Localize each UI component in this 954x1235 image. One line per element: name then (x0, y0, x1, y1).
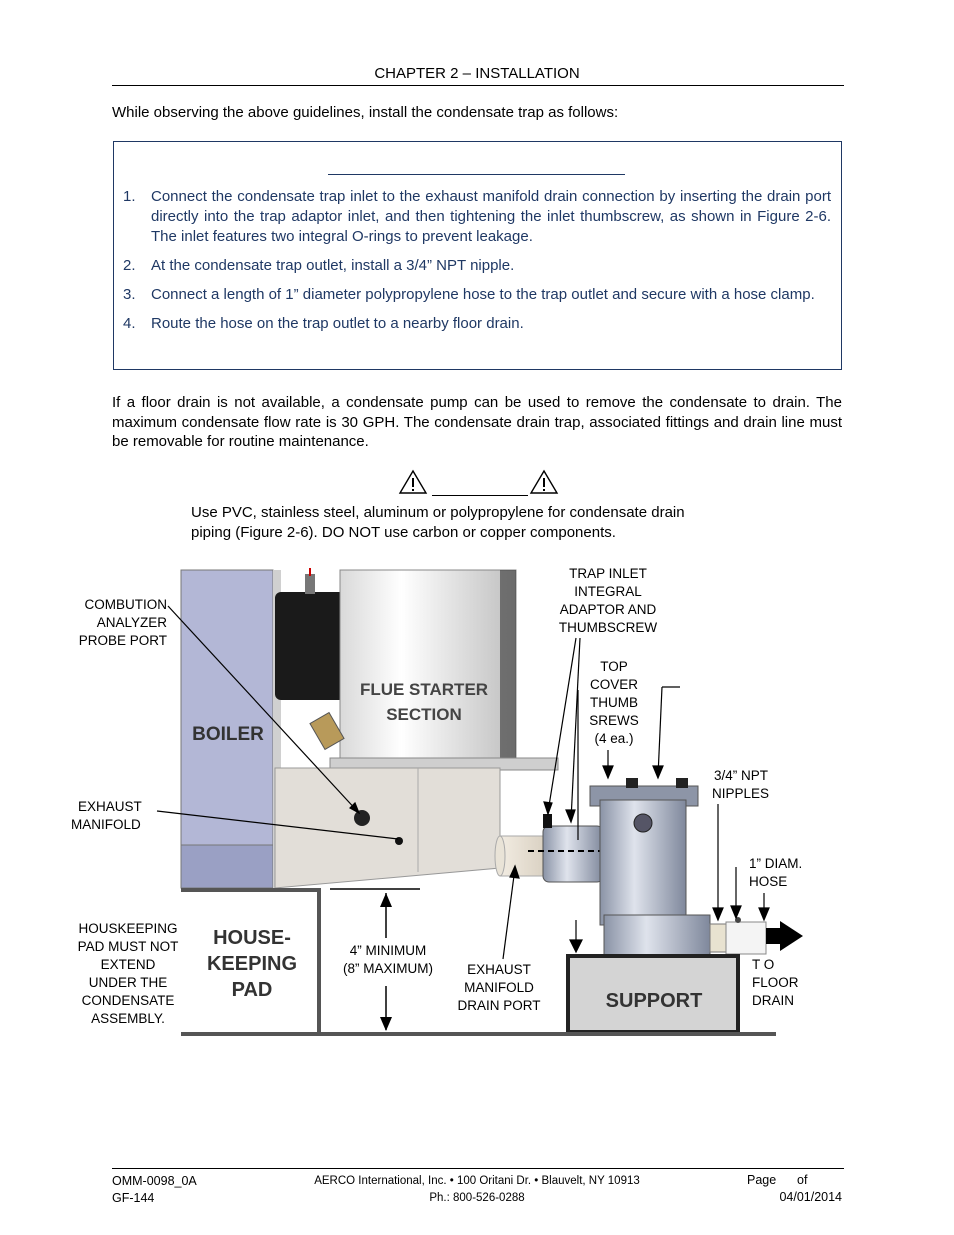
step-text: Route the hose on the trap outlet to a nearby floor drain. (151, 315, 524, 332)
label-line: (8” MAXIMUM) (343, 961, 433, 976)
step-4 (123, 314, 831, 334)
footer-phone: Ph.: 800-526-0288 (429, 1192, 525, 1204)
footer-doc-id: OMM-0098_0A (112, 1174, 197, 1188)
drain-port (500, 836, 548, 876)
step-1 (123, 187, 831, 247)
caution-line-1: Use PVC, stainless steel, aluminum or polypropylene for condensate drain (191, 504, 685, 521)
label-line: NIPPLES (712, 786, 770, 801)
label-drain-port (444, 961, 554, 1015)
label-line: ANALYZER (96, 615, 167, 630)
flue-label-2: SECTION (386, 705, 462, 724)
label-line: FLOOR (752, 975, 799, 990)
flue-starter-cylinder (340, 570, 516, 770)
chapter-header: CHAPTER 2 – INSTALLATION (374, 65, 580, 82)
label-line: EXHAUST (467, 962, 531, 977)
label-line: TOP (600, 659, 628, 674)
label-line: ADAPTOR AND (559, 602, 657, 617)
footer-date: 04/01/2014 (779, 1190, 842, 1204)
label-exhaust-manifold (60, 798, 170, 834)
footer-form-id: GF-144 (112, 1191, 155, 1205)
step-number: 3. (123, 286, 136, 303)
pad-label-1: HOUSE- (213, 927, 291, 949)
gas-valve (310, 713, 344, 750)
label-line: 1” DIAM. (749, 856, 803, 871)
flow-arrow-icon (766, 921, 803, 951)
label-combustion-probe (40, 596, 167, 650)
motor-fitting (305, 574, 315, 594)
step-2 (123, 256, 831, 276)
intro-text: While observing the above guidelines, install the condensate trap as follows: (112, 104, 619, 121)
label-line: HOSE (749, 874, 788, 889)
trap-base (604, 915, 710, 955)
step-text: Connect a length of 1” diameter polypropylene hose to the trap outlet and secure with a hose clamp. (151, 286, 815, 303)
label-line: THUMB (590, 695, 638, 710)
step-3 (123, 285, 831, 305)
step-number: 1. (123, 188, 136, 205)
label-line: (4 ea.) (594, 731, 634, 746)
label-line: TRAP INLET (569, 566, 647, 581)
flue-label-1: FLUE STARTER (359, 680, 489, 699)
label-line: PROBE PORT (78, 633, 167, 648)
step-text: At the condensate trap outlet, install a 3/4” NPT nipple. (151, 257, 515, 274)
caution-line-2: piping (Figure 2-6). DO NOT use carbon or copper components. (191, 524, 616, 541)
label-line: UNDER THE (88, 975, 168, 990)
label-line: 4” MINIMUM (349, 943, 427, 958)
warning-icon (529, 469, 559, 495)
instruction-steps (123, 187, 831, 343)
footer-page: Page of (747, 1173, 808, 1187)
footer-company-line: AERCO International, Inc. • 100 Oritani Dr. • Blauvelt, NY 10913 (314, 1175, 640, 1187)
step-number: 4. (123, 315, 136, 332)
label-line: CONDENSATE (81, 993, 175, 1008)
label-hose (749, 855, 829, 891)
step-text: Connect the condensate trap inlet to the exhaust manifold drain connection by inserting the drain port directly into the trap adaptor inlet, and then tightening the inlet thumbscrew, as shown in Figure 2-6. The inlet features two integral O-rings to prevent leakage. (151, 188, 831, 245)
label-line: DRAIN PORT (457, 998, 541, 1013)
footer-company (250, 1173, 704, 1207)
drain-hose (726, 922, 766, 954)
pad-label-3: PAD (231, 979, 273, 1001)
label-line: INTEGRAL (574, 584, 642, 599)
warning-icon (398, 469, 428, 495)
header-rule (112, 85, 844, 86)
label-line: EXHAUST (78, 799, 142, 814)
label-line: HOUSKEEPING (78, 921, 178, 936)
label-line: COVER (589, 677, 638, 692)
label-line: THUMBSCREW (558, 620, 658, 635)
trap-inlet-adaptor (543, 826, 603, 882)
footer-doc-ids (112, 1173, 197, 1207)
condensate-trap-diagram (0, 560, 954, 1050)
support-label: SUPPORT (605, 990, 703, 1012)
label-floor-drain (752, 956, 832, 1010)
probe-port (354, 810, 370, 826)
label-line: SREWS (589, 713, 639, 728)
label-line: PAD MUST NOT (77, 939, 179, 954)
label-housekeeping-note (62, 920, 194, 1028)
label-top-cover-screws (574, 658, 654, 748)
floor-drain-paragraph: If a floor drain is not available, a condensate pump can be used to remove the condensate to drain. The maximum condensate flow rate is 30 GPH. The condensate drain trap, associated fittings and drain line must be removable for routine maintenance. (112, 394, 842, 450)
label-line: MANIFOLD (464, 980, 534, 995)
label-line: MANIFOLD (71, 817, 141, 832)
step-number: 2. (123, 257, 136, 274)
label-npt-nipples (712, 767, 792, 803)
label-line: 3/4” NPT (714, 768, 769, 783)
inlet-thumbscrew (543, 814, 552, 828)
footer-rule (112, 1168, 844, 1169)
caution-heading-underline (432, 495, 528, 496)
label-minimum-height (328, 942, 448, 978)
label-line: ASSEMBLY. (91, 1011, 165, 1026)
pad-label-2: KEEPING (206, 953, 298, 975)
blower-motor (275, 592, 345, 700)
label-line: COMBUTION (84, 597, 167, 612)
label-line: T O (752, 957, 775, 972)
caution-text (191, 503, 791, 543)
instruction-heading-underline (328, 174, 625, 175)
label-line: EXTEND (100, 957, 156, 972)
label-line: DRAIN (752, 993, 795, 1008)
exhaust-manifold-body (275, 768, 500, 888)
label-trap-inlet (546, 565, 670, 637)
boiler-label: BOILER (192, 724, 264, 745)
boiler-base (181, 845, 273, 888)
npt-nipple (710, 924, 728, 952)
